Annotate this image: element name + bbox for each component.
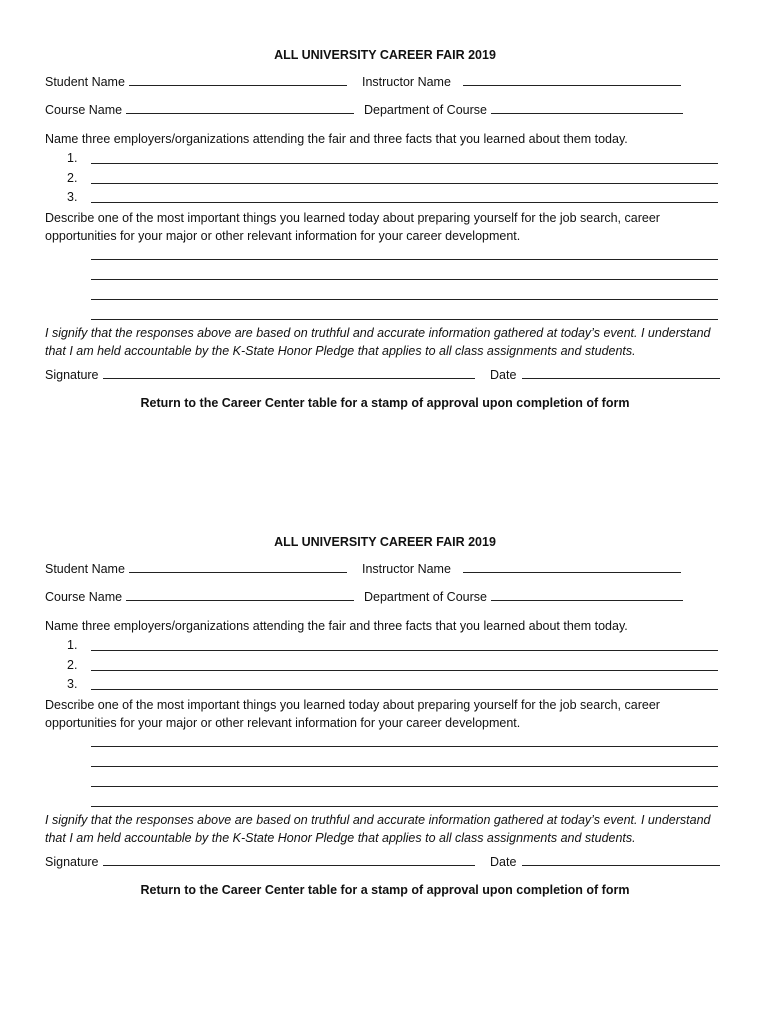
instructor-name-field[interactable] <box>463 561 681 573</box>
signature-label: Signature <box>45 368 99 382</box>
course-name-field[interactable] <box>126 102 354 114</box>
signature-row <box>45 854 475 870</box>
employer-answer-line-1[interactable] <box>91 650 718 651</box>
employer-answer-line-2[interactable] <box>91 183 718 184</box>
describe-answer-line-2[interactable] <box>91 766 718 767</box>
describe-answer-line-4[interactable] <box>91 806 718 807</box>
form-footer-instruction: Return to the Career Center table for a stamp of approval upon completion of form <box>140 396 630 410</box>
department-label: Department of Course <box>364 103 487 117</box>
department-field[interactable] <box>491 589 683 601</box>
employer-answer-line-3[interactable] <box>91 202 718 203</box>
student-name-field[interactable] <box>129 74 347 86</box>
instructor-name-label: Instructor Name <box>362 562 451 576</box>
item-number-1: 1. <box>67 151 78 165</box>
item-number-3: 3. <box>67 190 78 204</box>
date-label: Date <box>490 368 517 382</box>
date-field[interactable] <box>522 854 720 866</box>
describe-answer-line-2[interactable] <box>91 279 718 280</box>
employer-answer-line-1[interactable] <box>91 163 718 164</box>
department-row <box>364 102 683 118</box>
department-row <box>364 589 683 605</box>
describe-answer-line-3[interactable] <box>91 299 718 300</box>
item-number-2: 2. <box>67 658 78 672</box>
item-number-3: 3. <box>67 677 78 691</box>
employers-prompt: Name three employers/organizations attending the fair and three facts that you learned about them today. <box>45 619 628 633</box>
student-name-row <box>45 561 347 577</box>
instructor-name-row <box>362 74 681 90</box>
item-number-1: 1. <box>67 638 78 652</box>
signature-row <box>45 367 475 383</box>
describe-answer-line-1[interactable] <box>91 259 718 260</box>
describe-prompt: Describe one of the most important things you learned today about preparing yourself for the job search, career opportunities for your major or other relevant information for your career development. <box>45 698 660 730</box>
item-number-2: 2. <box>67 171 78 185</box>
describe-answer-line-1[interactable] <box>91 746 718 747</box>
student-name-field[interactable] <box>129 561 347 573</box>
describe-answer-line-3[interactable] <box>91 786 718 787</box>
date-label: Date <box>490 855 517 869</box>
honor-statement: I signify that the responses above are based on truthful and accurate information gathered at today’s event. I understand that I am held accountable by the K-State Honor Pledge that applies to all class assignments and students. <box>45 813 711 845</box>
course-name-label: Course Name <box>45 103 123 117</box>
describe-answer-line-4[interactable] <box>91 319 718 320</box>
instructor-name-field[interactable] <box>463 74 681 86</box>
instructor-name-row <box>362 561 681 577</box>
signature-field[interactable] <box>103 367 475 379</box>
date-field[interactable] <box>522 367 720 379</box>
course-name-row <box>45 102 354 118</box>
department-label: Department of Course <box>364 590 487 604</box>
student-name-label: Student Name <box>45 75 125 89</box>
student-name-row <box>45 74 347 90</box>
describe-prompt: Describe one of the most important things you learned today about preparing yourself for the job search, career opportunities for your major or other relevant information for your career development. <box>45 211 660 243</box>
employers-prompt: Name three employers/organizations attending the fair and three facts that you learned about them today. <box>45 132 628 146</box>
instructor-name-label: Instructor Name <box>362 75 451 89</box>
course-name-field[interactable] <box>126 589 354 601</box>
honor-statement: I signify that the responses above are based on truthful and accurate information gathered at today’s event. I understand that I am held accountable by the K-State Honor Pledge that applies to all class assignments and students. <box>45 326 711 358</box>
student-name-label: Student Name <box>45 562 125 576</box>
employer-answer-line-3[interactable] <box>91 689 718 690</box>
employer-answer-line-2[interactable] <box>91 670 718 671</box>
signature-field[interactable] <box>103 854 475 866</box>
date-row <box>490 367 720 383</box>
date-row <box>490 854 720 870</box>
department-field[interactable] <box>491 102 683 114</box>
signature-label: Signature <box>45 855 99 869</box>
course-name-label: Course Name <box>45 590 123 604</box>
form-title: ALL UNIVERSITY CAREER FAIR 2019 <box>274 535 496 549</box>
form-footer-instruction: Return to the Career Center table for a stamp of approval upon completion of form <box>140 883 630 897</box>
form-title: ALL UNIVERSITY CAREER FAIR 2019 <box>274 48 496 62</box>
course-name-row <box>45 589 354 605</box>
